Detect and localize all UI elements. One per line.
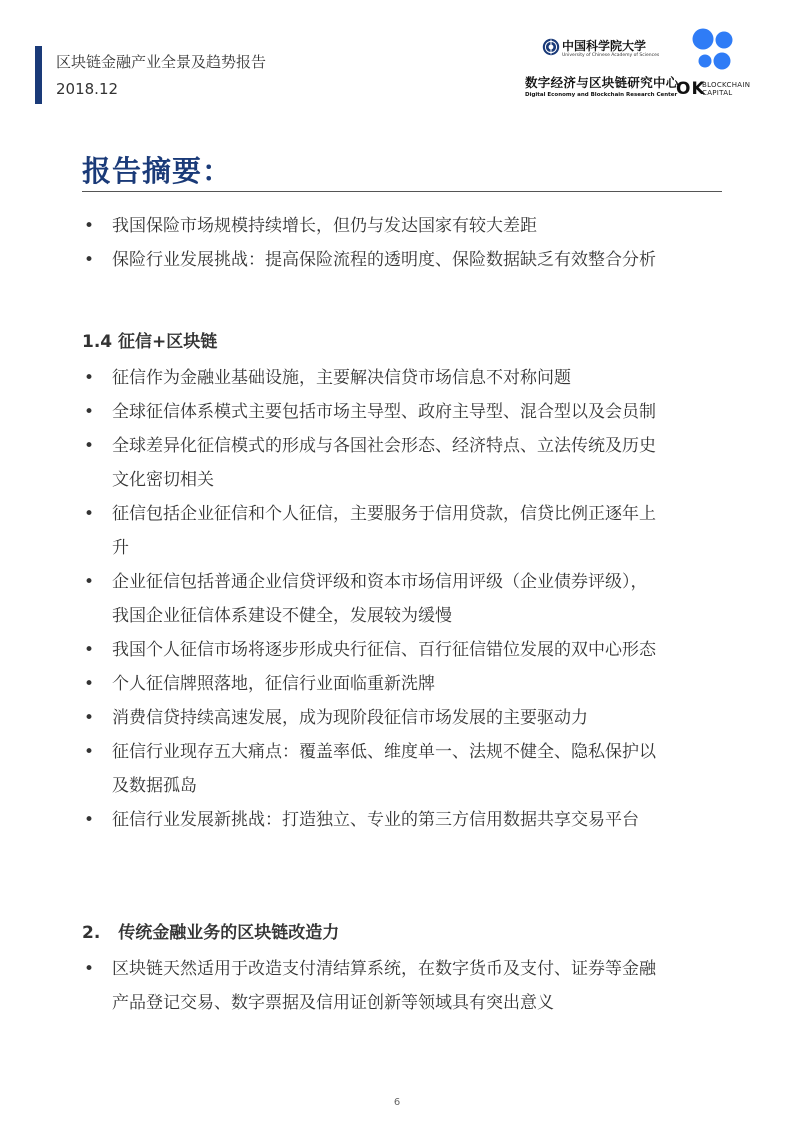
okb-logo <box>676 28 756 102</box>
section-heading-1-4: 1.4 征信+区块链 <box>82 332 218 352</box>
bullet-dot-icon: • <box>84 640 95 660</box>
bullet-text-line: 征信包括企业征信和个人征信，主要服务于信用贷款，信贷比例正逐年上 <box>112 504 656 524</box>
bullet-text-line: 升 <box>112 538 129 558</box>
bullet-text-line: 征信行业现存五大痛点：覆盖率低、维度单一、法规不健全、隐私保护以 <box>112 742 656 762</box>
bullet-text-line: 征信行业发展新挑战：打造独立、专业的第三方信用数据共享交易平台 <box>112 810 639 830</box>
bullet-item <box>82 497 722 565</box>
bullet-item <box>82 565 722 633</box>
bullet-text-line: 我国个人征信市场将逐步形成央行征信、百行征信错位发展的双中心形态 <box>112 640 656 660</box>
summary-title: 报告摘要： <box>82 154 233 188</box>
bullet-text-line: 文化密切相关 <box>112 470 214 490</box>
page-number: 6 <box>393 1097 401 1108</box>
section-2-number: 2. <box>82 923 101 943</box>
bullet-item <box>82 667 722 701</box>
bullet-dot-icon: • <box>84 436 95 456</box>
report-title: 区块链金融产业全景及趋势报告 <box>56 53 267 71</box>
center-name-cn: 数字经济与区块链研究中心 <box>525 75 679 90</box>
bullet-item <box>82 243 722 277</box>
bullet-dot-icon: • <box>84 674 95 694</box>
bullet-dot-icon: • <box>84 402 95 422</box>
bullet-dot-icon: • <box>84 216 95 236</box>
section-2-title: 传统金融业务的区块链改造力 <box>118 923 340 943</box>
section-heading-2 <box>82 918 339 943</box>
bullet-dot-icon: • <box>84 250 95 270</box>
bullet-item <box>82 735 722 803</box>
ok-subtitle <box>702 81 750 97</box>
bullet-text-line: 我国企业征信体系建设不健全，发展较为缓慢 <box>112 606 452 626</box>
cas-name: 中国科学院大学 <box>562 39 647 53</box>
section-1-4-bullet-list <box>82 361 722 837</box>
bullet-item <box>82 395 722 429</box>
bullet-text-line: 保险行业发展挑战：提高保险流程的透明度、保险数据缺乏有效整合分析 <box>112 250 656 270</box>
header-bar <box>35 46 42 104</box>
intro-bullet-list <box>82 209 722 277</box>
bullet-item <box>82 633 722 667</box>
bullet-text-line: 全球差异化征信模式的形成与各国社会形态、经济特点、立法传统及历史 <box>112 436 656 456</box>
cas-subtitle: University of Chinese Academy of Sciences <box>562 53 660 58</box>
bullet-dot-icon: • <box>84 572 95 592</box>
bullet-text-line: 个人征信牌照落地，征信行业面临重新洗牌 <box>112 674 435 694</box>
bullet-text-line: 及数据孤岛 <box>112 776 197 796</box>
cas-logo <box>525 36 680 102</box>
bullet-item <box>82 361 722 395</box>
bullet-text-line: 我国保险市场规模持续增长，但仍与发达国家有较大差距 <box>112 216 537 236</box>
bullet-item <box>82 952 722 1020</box>
bullet-text-line: 企业征信包括普通企业信贷评级和资本市场信用评级（企业债券评级）， <box>112 572 648 592</box>
bullet-text-line: 消费信贷持续高速发展，成为现阶段征信市场发展的主要驱动力 <box>112 708 588 728</box>
bullet-dot-icon: • <box>84 742 95 762</box>
ok-wordmark: OK <box>676 79 706 99</box>
bullet-dot-icon: • <box>84 959 95 979</box>
bullet-text-line: 产品登记交易、数字票据及信用证创新等领域具有突出意义 <box>112 993 554 1013</box>
bullet-text-line: 征信作为金融业基础设施，主要解决信贷市场信息不对称问题 <box>112 368 571 388</box>
bullet-item <box>82 429 722 497</box>
bullet-dot-icon: • <box>84 810 95 830</box>
bullet-dot-icon: • <box>84 368 95 388</box>
report-date: 2018.12 <box>56 80 119 98</box>
bullet-item <box>82 803 722 837</box>
center-name-en: Digital Economy and Blockchain Research Center <box>525 92 678 98</box>
cas-emblem-icon <box>542 38 560 56</box>
okb-dots-icon <box>676 28 756 76</box>
ok-subtitle-line-2: CAPITAL <box>702 89 733 97</box>
section-2-bullet-list <box>82 952 722 1020</box>
ok-subtitle-line-1: BLOCKCHAIN <box>702 81 751 89</box>
bullet-text-line: 区块链天然适用于改造支付清结算系统，在数字货币及支付、证券等金融 <box>112 959 656 979</box>
bullet-item <box>82 209 722 243</box>
bullet-text-line: 全球征信体系模式主要包括市场主导型、政府主导型、混合型以及会员制 <box>112 402 656 422</box>
bullet-dot-icon: • <box>84 708 95 728</box>
bullet-dot-icon: • <box>84 504 95 524</box>
bullet-item <box>82 701 722 735</box>
title-rule <box>82 191 722 192</box>
